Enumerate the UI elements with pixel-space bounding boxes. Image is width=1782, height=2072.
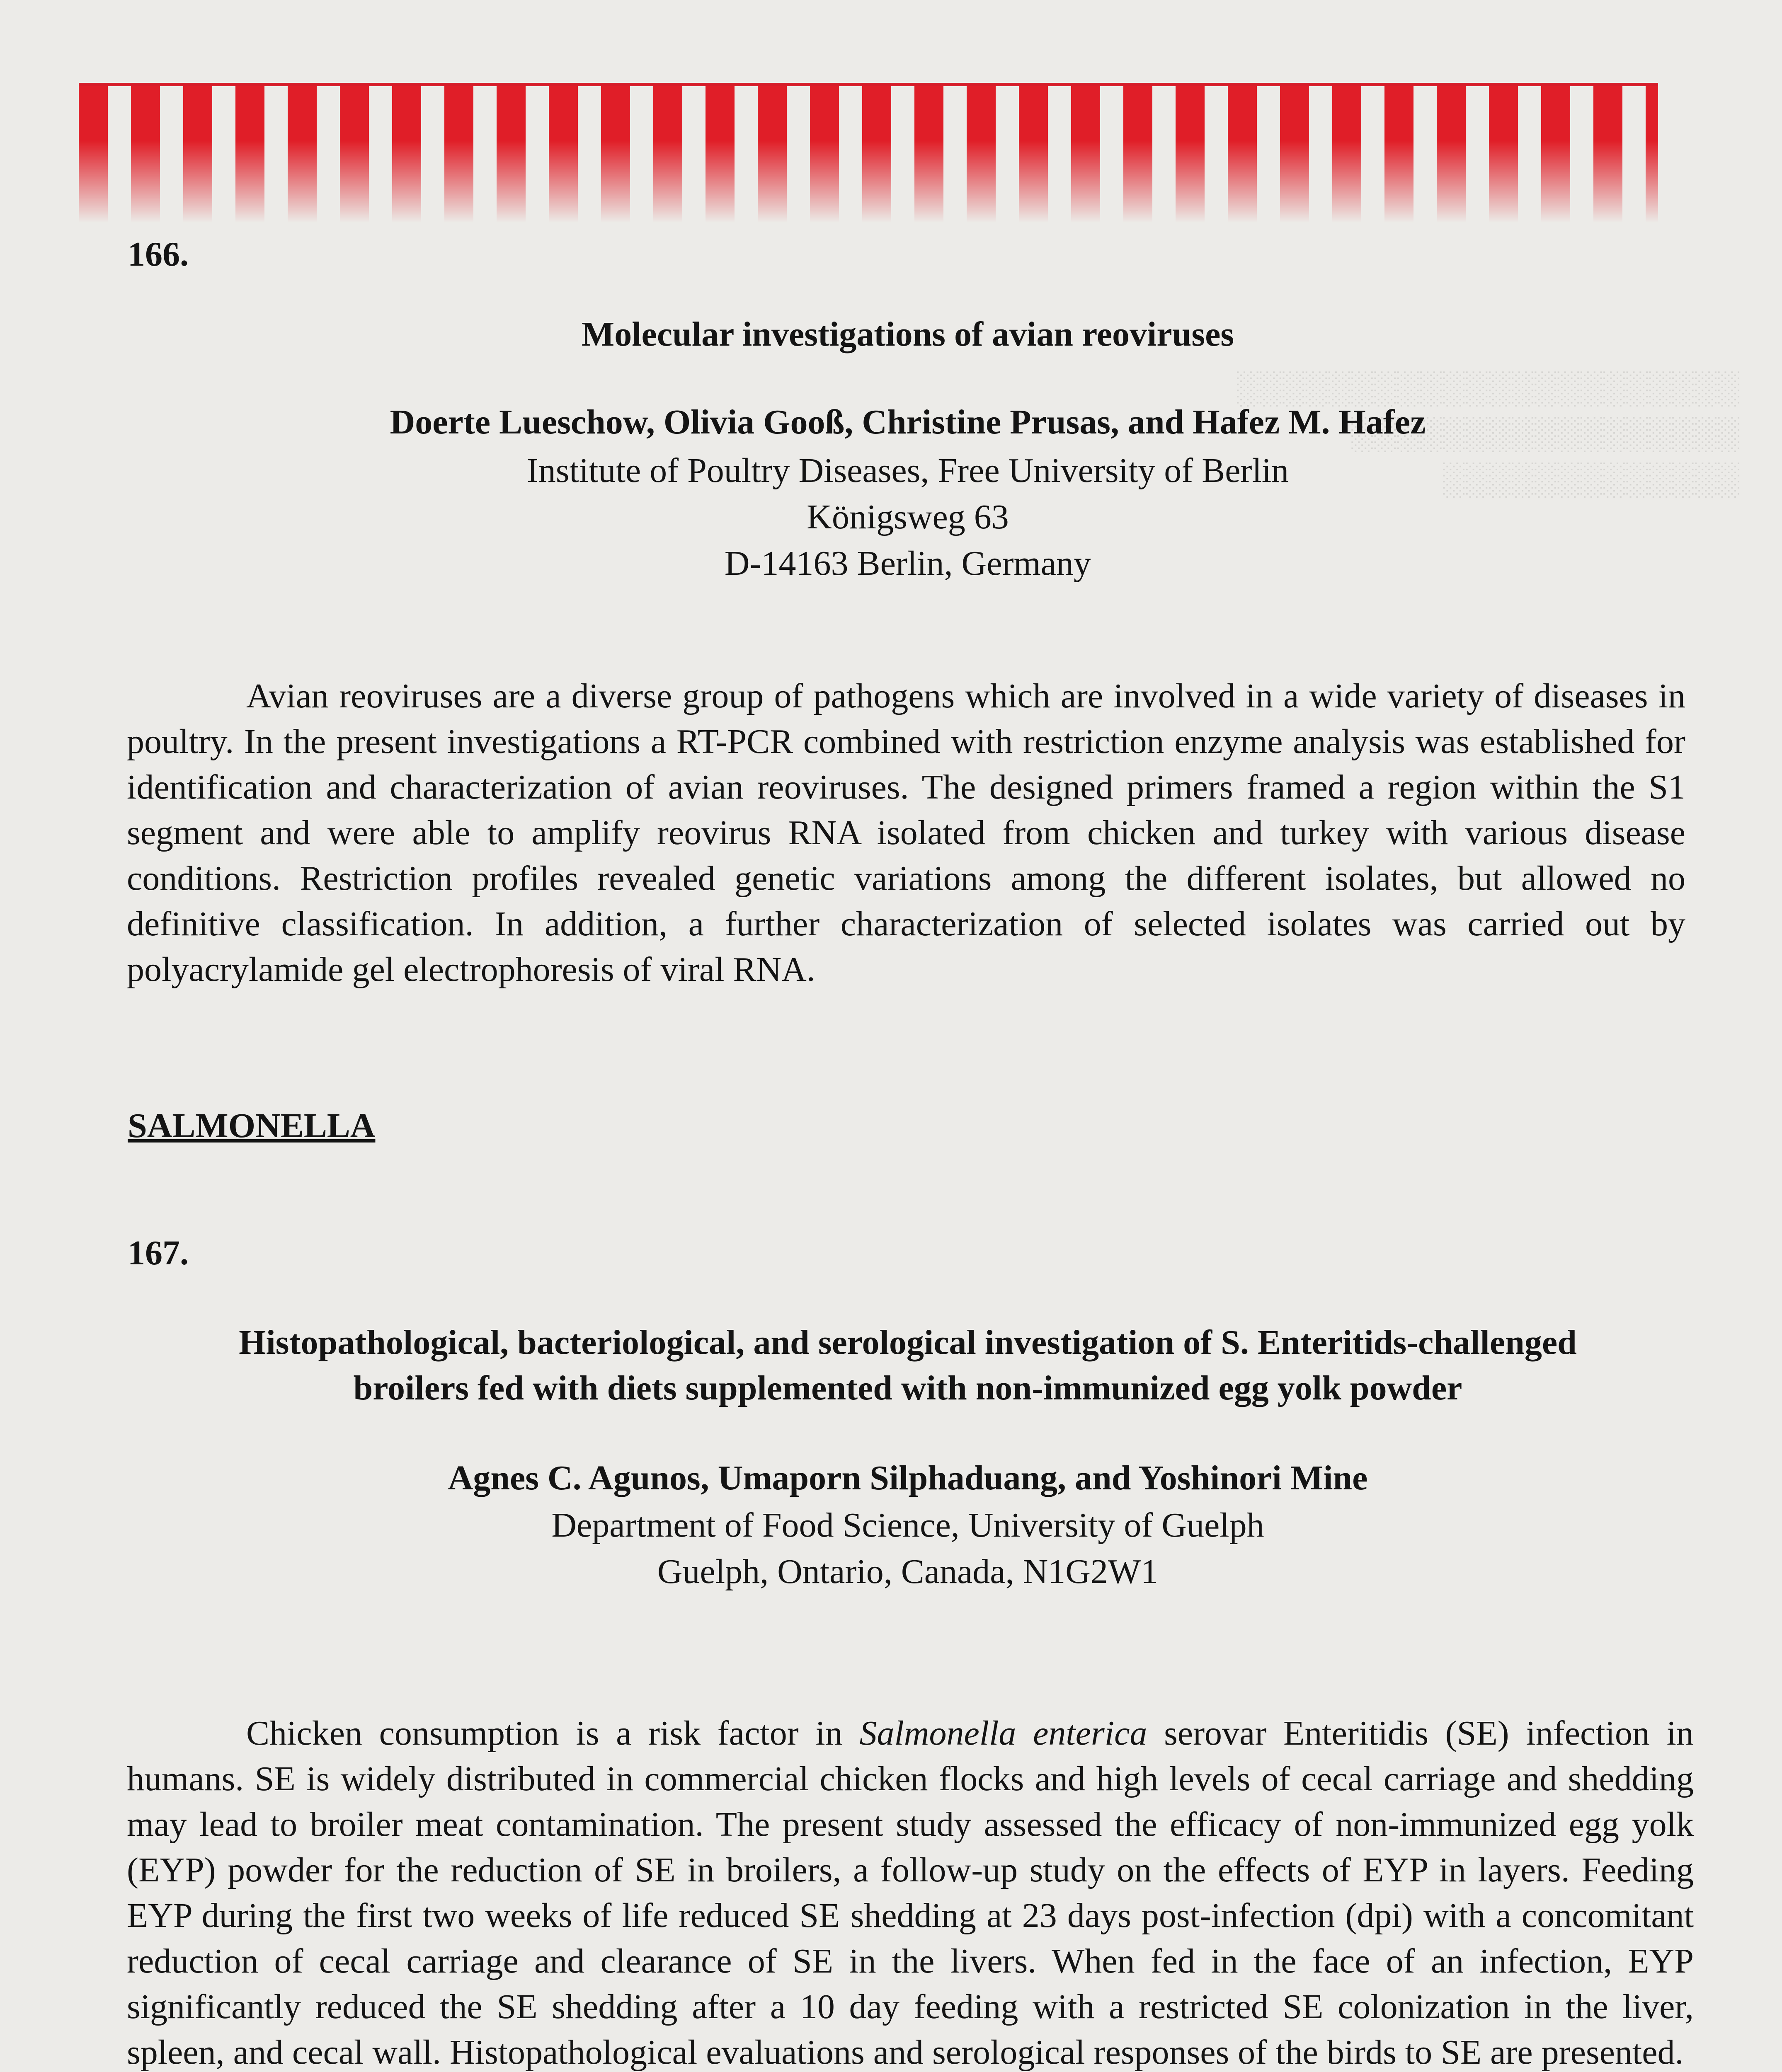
title-line: Histopathological, bacteriological, and serological investigation of S. Enteritids-challenged xyxy=(239,1323,1577,1362)
entry-166-number: 166. xyxy=(128,235,189,274)
show-through-text: ░░░░░░░░░░░░░░░░░░░░░░ ░░░░░░░░░░░░░░░░░ ░░░░░░░░░░░░░ xyxy=(1237,369,1741,496)
section-heading-salmonella: SALMONELLA xyxy=(128,1106,376,1145)
entry-167-title xyxy=(124,1320,1691,1411)
entry-166-authors: Doerte Lueschow, Olivia Gooß, Christine Prusas, and Hafez M. Hafez xyxy=(390,403,1426,441)
title-line: broilers fed with diets supplemented with non-immunized egg yolk powder xyxy=(353,1369,1462,1407)
affiliation-line: Königsweg 63 xyxy=(807,498,1009,536)
entry-167-affiliation xyxy=(124,1502,1691,1595)
affiliation-line: D-14163 Berlin, Germany xyxy=(724,544,1091,583)
abstract-species-italic: Salmonella enterica xyxy=(859,1714,1147,1752)
entry-167-abstract xyxy=(127,1711,1694,2072)
banner-stripes xyxy=(79,86,1658,223)
banner-top-line xyxy=(79,83,1658,86)
entry-166-title: Molecular investigations of avian reoviruses xyxy=(581,315,1234,353)
entry-167-authors: Agnes C. Agunos, Umaporn Silphaduang, and Yoshinori Mine xyxy=(448,1459,1368,1497)
affiliation-line: Guelph, Ontario, Canada, N1G2W1 xyxy=(657,1552,1159,1591)
entry-166-abstract: Avian reoviruses are a diverse group of pathogens which are involved in a wide variety of diseases in poultry. In the present investigations a RT-PCR combined with restriction enzyme analysis was established for identification and characterization of avian reoviruses. The designed primers framed a region within the S1 segment and were able to amplify reovirus RNA isolated from chicken and turkey with various disease conditions. Restriction profiles revealed genetic variations among the different isolates, but allowed no definitive classification. In addition, a further characterization of selected isolates was carried out by polyacrylamide gel electrophoresis of viral RNA. xyxy=(127,677,1685,989)
entry-167-number: 167. xyxy=(128,1234,189,1272)
affiliation-line: Institute of Poultry Diseases, Free University of Berlin xyxy=(526,451,1289,490)
affiliation-line: Department of Food Science, University of Guelph xyxy=(551,1506,1264,1544)
entry-166-affiliation xyxy=(124,448,1691,587)
abstract-text: Chicken consumption is a risk factor in xyxy=(246,1714,860,1752)
decorative-banner xyxy=(79,83,1658,207)
abstract-text: serovar Enteritidis (SE) infection in humans. SE is widely distributed in commercial chicken flocks and high levels of cecal carriage and shedding may lead to broiler meat contamination. The present study assessed the efficacy of non-immunized egg yolk (EYP) powder for the reduction of SE in broilers, a follow-up study on the effects of EYP in layers. Feeding EYP during the first two weeks of life reduced SE shedding at 23 days post-infection (dpi) with a concomitant reduction of cecal carriage and clearance of SE in the livers. When fed in the face of an infection, EYP significantly reduced the SE shedding after a 10 day feeding with a restricted SE colonization in the liver, spleen, and cecal wall. Histopathological evaluations and serological responses of the birds to SE are presented. xyxy=(127,1714,1694,2072)
